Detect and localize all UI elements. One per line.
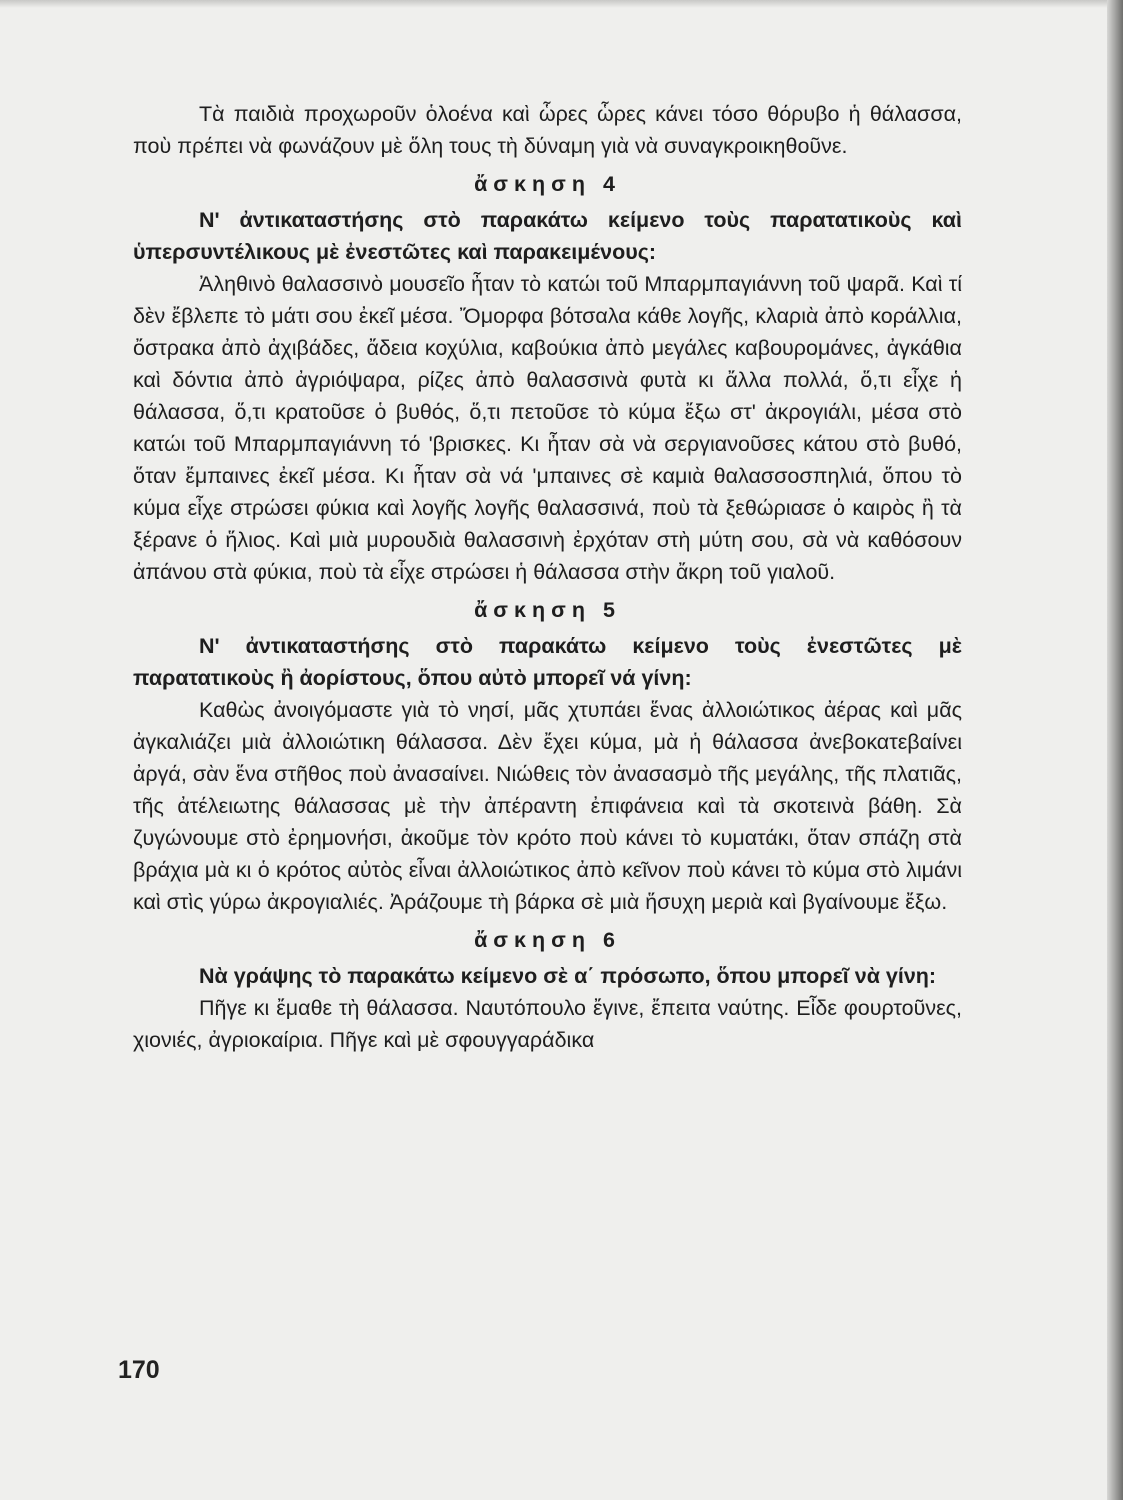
page-number: 170 <box>118 1356 160 1384</box>
exercise-5 <box>133 594 962 918</box>
page-top-shadow <box>0 0 1123 8</box>
exercise-6-text: Πῆγε κι ἔμαθε τὴ θάλασσα. Ναυτόπουλο ἔγινε, ἔπειτα ναύτης. Εἶδε φουρτοῦνες, χιονιές, ἀγριοκαίρια. Πῆγε καὶ μὲ σφουγγαράδικα <box>133 996 962 1052</box>
exercise-6-instruction: Νὰ γράψης τὸ παρακάτω κείμενο σὲ α΄ πρόσωπο, ὅπου μπορεῖ νὰ γίνη: <box>199 964 937 988</box>
intro-paragraph: Τὰ παιδιὰ προχωροῦν ὁλοένα καὶ ὧρες ὧρες κάνει τόσο θόρυβο ἡ θάλασσα, ποὺ πρέπει νὰ φωνάζουν μὲ ὅλη τους τὴ δύναμη γιὰ νὰ συναγκροικηθοῦνε. <box>133 102 962 158</box>
exercise-4 <box>133 168 962 588</box>
exercise-5-heading: ἄσκηση 5 <box>474 598 621 622</box>
exercise-6-heading: ἄσκηση 6 <box>474 928 621 952</box>
page-edge-binding <box>1107 0 1123 1500</box>
exercise-4-text: Ἀληθινὸ θαλασσινὸ μουσεῖο ἦταν τὸ κατώι τοῦ Μπαρμπαγιάννη τοῦ ψαρᾶ. Καὶ τί δὲν ἔβλεπε τὸ μάτι σου ἐκεῖ μέσα. Ὄμορφα βότσαλα κάθε λογῆς, κλαριὰ ἀπὸ κοράλλια, ὄστρακα ἀπὸ ἀχιβάδες, ἄδεια κοχύλια, καβούκια ἀπὸ μεγάλες καβουρομάνες, ἀγκάθια καὶ δόντια ἀπὸ ἀγριόψαρα, ρίζες ἀπὸ θαλασσινὰ φυτὰ κι ἄλλα πολλά, ὅ,τι εἶχε ἡ θάλασσα, ὅ,τι κρατοῦσε ὁ βυθός, ὅ,τι πετοῦσε τὸ κύμα ἔξω στ' ἀκρογιάλι, μέσα στὸ κατώι τοῦ Μπαρμπαγιάννη τό 'βρισκες. Κι ἦταν σὰ νὰ σεργιανοῦσες κάτου στὸ βυθό, ὅταν ἔμπαινες ἐκεῖ μέσα. Κι ἦταν σὰ νά 'μπαινες σὲ καμιὰ θαλασσοσπηλιά, ὅπου τὸ κύμα εἶχε στρώσει φύκια καὶ λογῆς λογῆς θαλασσινά, ποὺ τὰ ξεθώριασε ὁ καιρὸς ἢ τὰ ξέρανε ὁ ἥλιος. Καὶ μιὰ μυρουδιὰ θαλασσινὴ ἐρχόταν στὴ μύτη σου, σὰ νὰ καθόσουν ἀπάνου στὰ φύκια, ποὺ τὰ εἶχε στρώσει ἡ θάλασσα στὴν ἄκρη τοῦ γιαλοῦ. <box>133 272 962 584</box>
exercise-6 <box>133 924 962 1056</box>
exercise-4-heading: ἄσκηση 4 <box>474 172 621 196</box>
page-content <box>133 98 962 1056</box>
exercise-4-instruction: Ν' ἀντικαταστήσης στὸ παρακάτω κείμενο τοὺς παρατατικοὺς καὶ ὑπερσυντέλικους μὲ ἐνεστῶτες καὶ παρακειμένους: <box>133 208 962 264</box>
exercise-5-instruction: Ν' ἀντικαταστήσης στὸ παρακάτω κείμενο τοὺς ἐνεστῶτες μὲ παρατατικοὺς ἢ ἀορίστους, ὅπου αὐτὸ μπορεῖ νά γίνη: <box>133 634 962 690</box>
exercise-5-text: Καθὼς ἀνοιγόμαστε γιὰ τὸ νησί, μᾶς χτυπάει ἕνας ἀλλοιώτικος ἀέρας καὶ μᾶς ἀγκαλιάζει μιὰ ἀλλοιώτικη θάλασσα. Δὲν ἔχει κύμα, μὰ ἡ θάλασσα ἀνεβοκατεβαίνει ἀργά, σὰν ἕνα στῆθος ποὺ ἀνασαίνει. Νιώθεις τὸν ἀνασασμὸ τῆς μεγάλης, τῆς πλατιᾶς, τῆς ἀτέλειωτης θάλασσας μὲ τὴν ἀπέραντη ἐπιφάνεια καὶ τὰ σκοτεινὰ βάθη. Σὰ ζυγώνουμε στὸ ἐρημονήσι, ἀκοῦμε τὸν κρότο ποὺ κάνει τὸ κυματάκι, ὅταν σπάζη στὰ βράχια μὰ κι ὁ κρότος αὐτὸς εἶναι ἀλλοιώτικος ἀπὸ κεῖνον ποὺ κάνει τὸ κύμα στὸ λιμάνι καὶ στὶς γύρω ἀκρογιαλιές. Ἀράζουμε τὴ βάρκα σὲ μιὰ ἥσυχη μεριὰ καὶ βγαίνουμε ἔξω. <box>133 698 962 914</box>
